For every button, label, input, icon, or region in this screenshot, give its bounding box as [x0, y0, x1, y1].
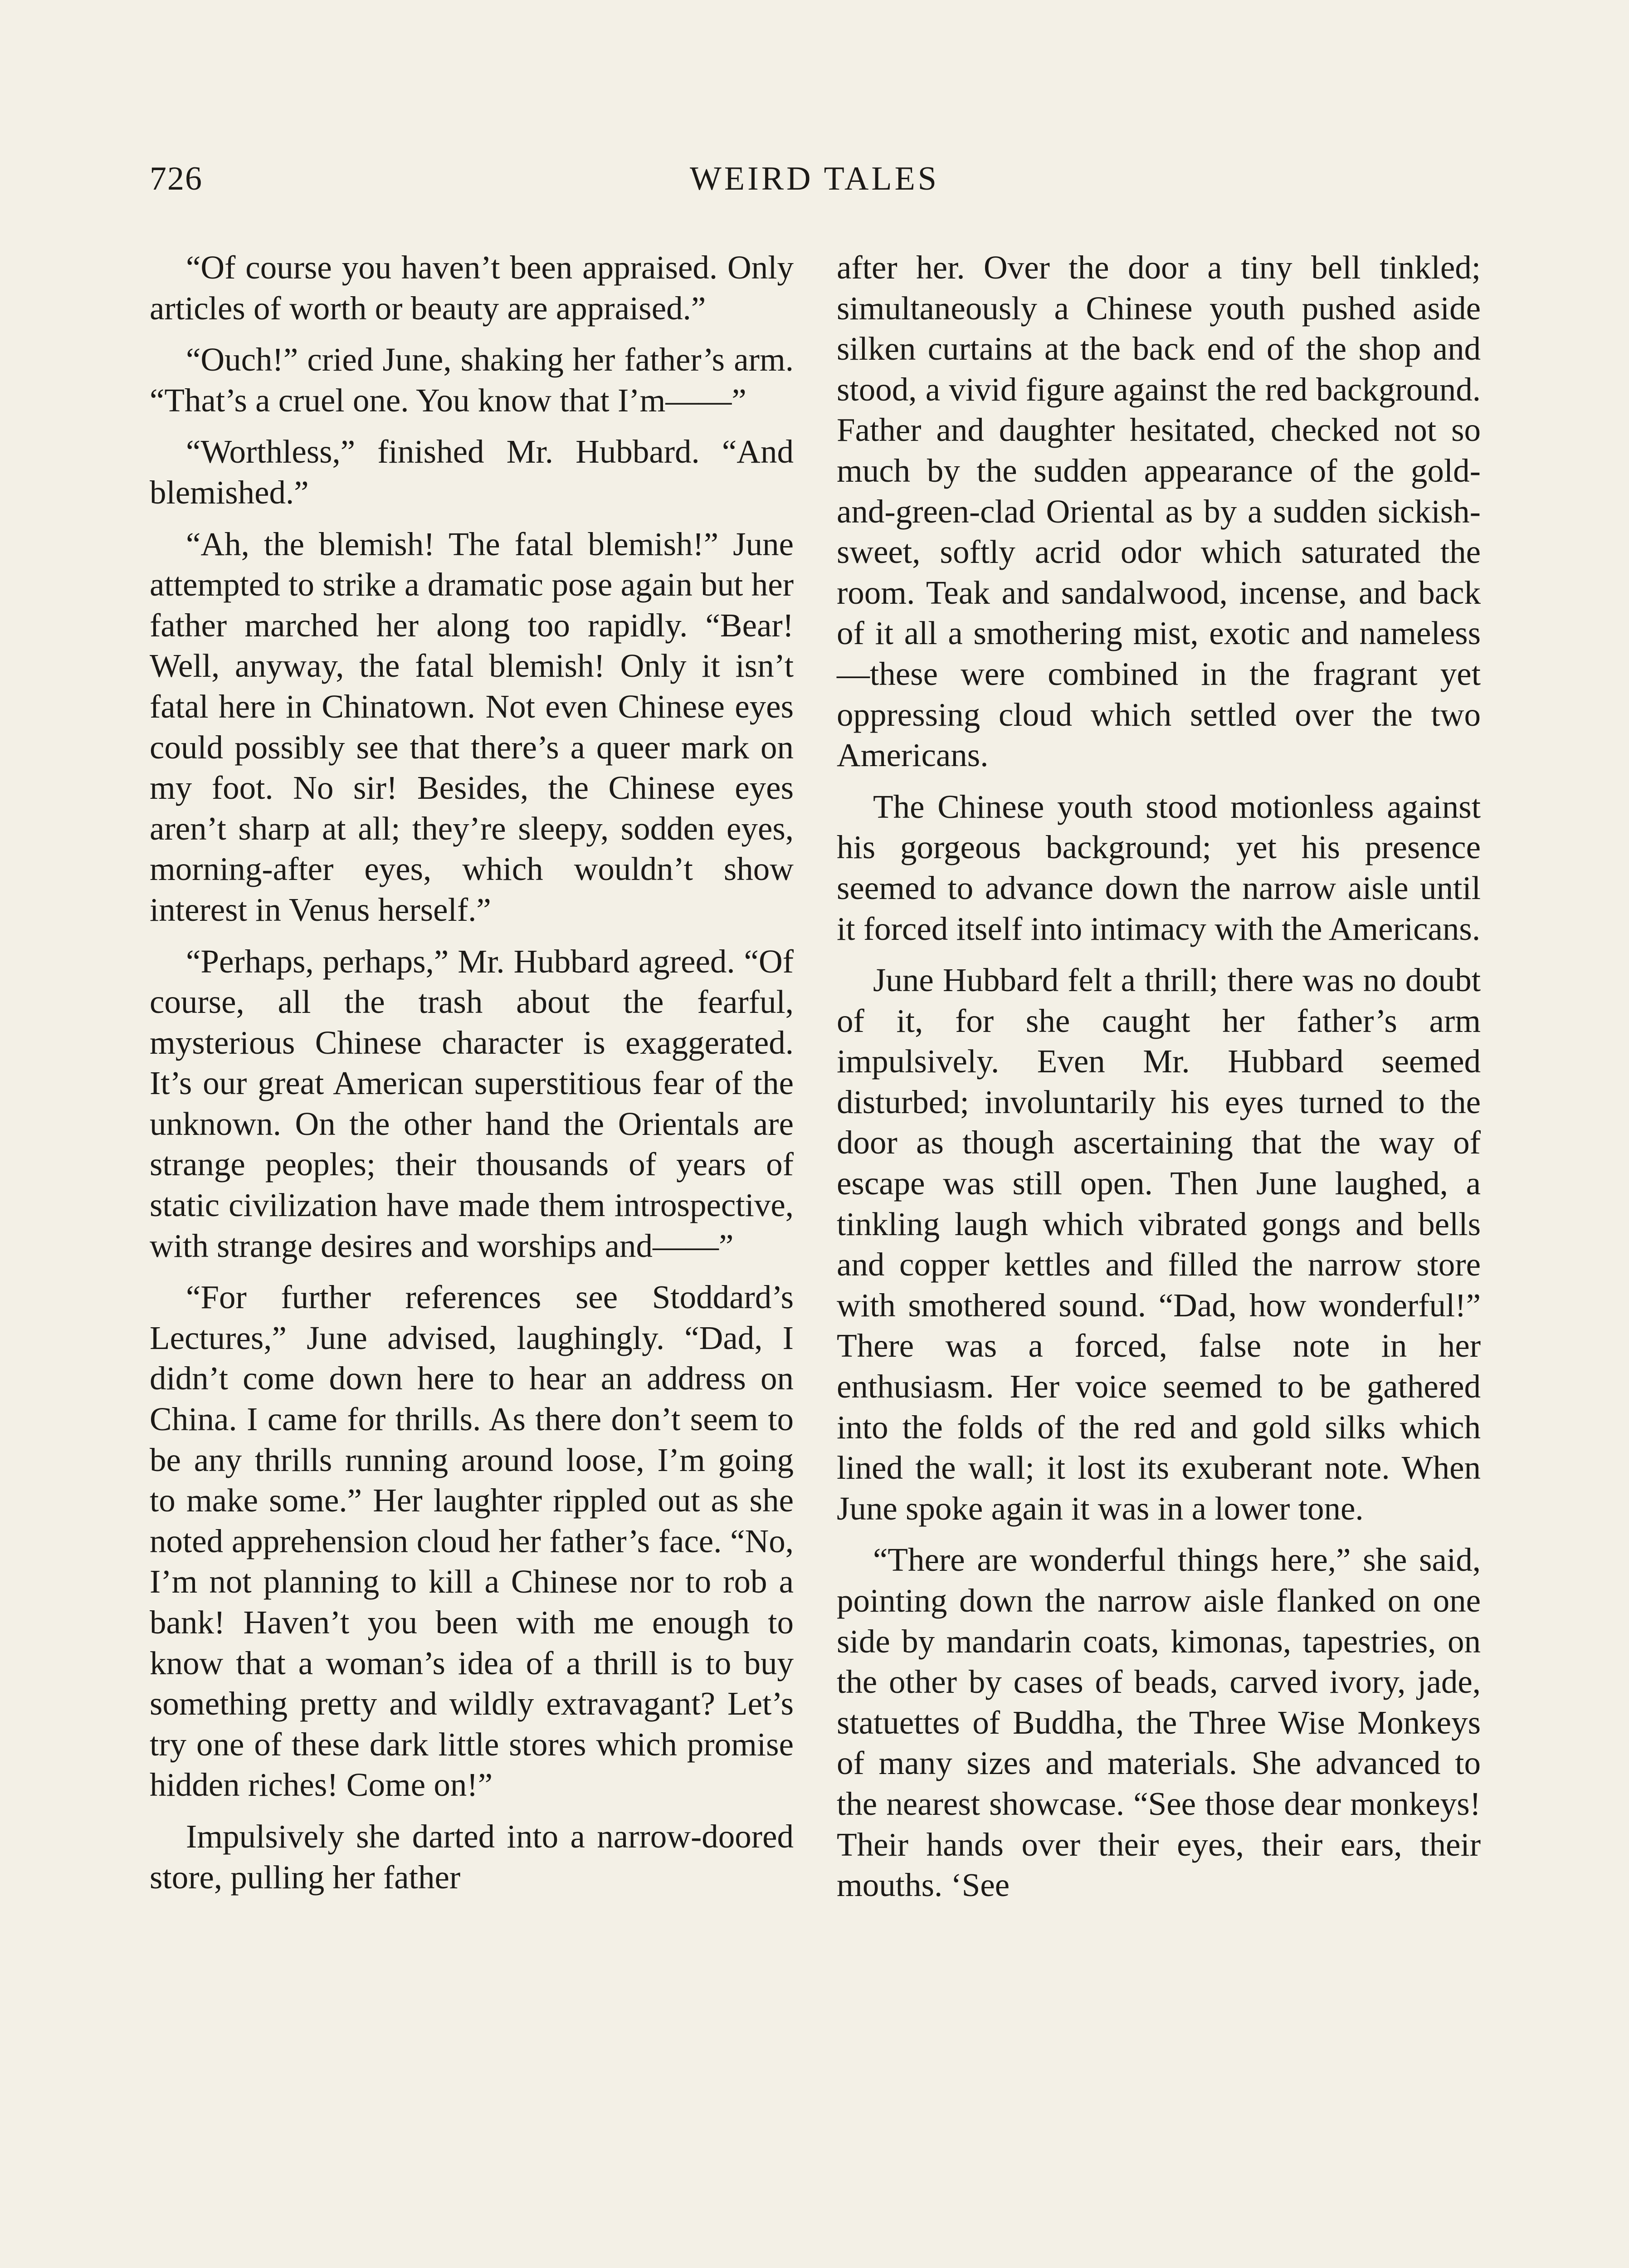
page-number: 726 [150, 160, 203, 197]
paragraph: The Chinese youth stood motionless against his gorgeous background; yet his presence seemed to advance down the narrow aisle until it forced itself into intimacy with the Americans. [837, 788, 1481, 947]
paragraph: “Perhaps, perhaps,” Mr. Hubbard agreed. “Of course, all the trash about the fearful, mysterious Chinese character is exaggerated. It’s our great American superstitious fear of the unknown. On the other hand the Orientals are strange peoples; their thousands of years of static civilization have made them introspective, with strange desires and worships and——” [150, 943, 794, 1264]
paragraph: “Ouch!” cried June, shaking her father’s arm. “That’s a cruel one. You know that I’m——” [150, 341, 794, 419]
paragraph: “Worthless,” finished Mr. Hubbard. “And blemished.” [150, 433, 794, 511]
paragraph: “Ah, the blemish! The fatal blemish!” June attempted to strike a dramatic pose again but her father marched her along too rapidly. “Bear! Well, anyway, the fatal blemish! Only it isn’t fatal here in Chinatown. Not even Chinese eyes could possibly see that there’s a queer mark on my foot. No sir! Besides, the Chinese eyes aren’t sharp at all; they’re sleepy, sodden eyes, morning-after eyes, which wouldn’t show interest in Venus herself.” [150, 525, 794, 928]
page-header [0, 160, 1629, 200]
paragraph: “For further references see Stoddard’s Lectures,” June advised, laughingly. “Dad, I didn’t come down here to hear an address on China. I came for thrills. As there don’t seem to be any thrills running around loose, I’m going to make some.” Her laughter rippled out as she noted apprehension cloud her father’s face. “No, I’m not planning to kill a Chinese nor to rob a bank! Haven’t you been with me enough to know that a woman’s idea of a thrill is to buy something pretty and wildly extravagant? Let’s try one of these dark little stores which promise hidden riches! Come on!” [150, 1279, 794, 1804]
left-column [150, 247, 794, 1908]
right-column [837, 247, 1481, 1916]
running-title: WEIRD TALES [690, 160, 939, 197]
paragraph-continuation: after her. Over the door a tiny bell tinkled; simultaneously a Chinese youth pushed aside silken curtains at the back end of the shop and stood, a vivid figure against the red background. Father and daughter hesitated, checked not so much by the sudden appearance of the gold-and-green-clad Oriental as by a sudden sickish-sweet, softly acrid odor which saturated the room. Teak and sandalwood, incense, and back of it all a smothering mist, exotic and nameless —these were combined in the fragrant yet oppressing cloud which settled over the two Americans. [837, 249, 1481, 774]
paragraph: Impulsively she darted into a narrow-doored store, pulling her father [150, 1818, 794, 1896]
paragraph: June Hubbard felt a thrill; there was no doubt of it, for she caught her father’s arm impulsively. Even Mr. Hubbard seemed disturbed; involuntarily his eyes turned to the door as though ascertaining that the way of escape was still open. Then June laughed, a tinkling laugh which vibrated gongs and bells and copper kettles and filled the narrow store with smothered sound. “Dad, how wonderful!” There was a forced, false note in her enthusiasm. Her voice seemed to be gathered into the folds of the red and gold silks which lined the wall; it lost its exuberant note. When June spoke again it was in a lower tone. [837, 962, 1481, 1527]
paragraph: “Of course you haven’t been appraised. Only articles of worth or beauty are appraised.” [150, 249, 794, 327]
paragraph: “There are wonderful things here,” she said, pointing down the narrow aisle flanked on one side by mandarin coats, kimonas, tapestries, on the other by cases of beads, carved ivory, jade, statuettes of Buddha, the Three Wise Monkeys of many sizes and materials. She advanced to the nearest showcase. “See those dear monkeys! Their hands over their eyes, their ears, their mouths. ‘See [837, 1541, 1481, 1904]
